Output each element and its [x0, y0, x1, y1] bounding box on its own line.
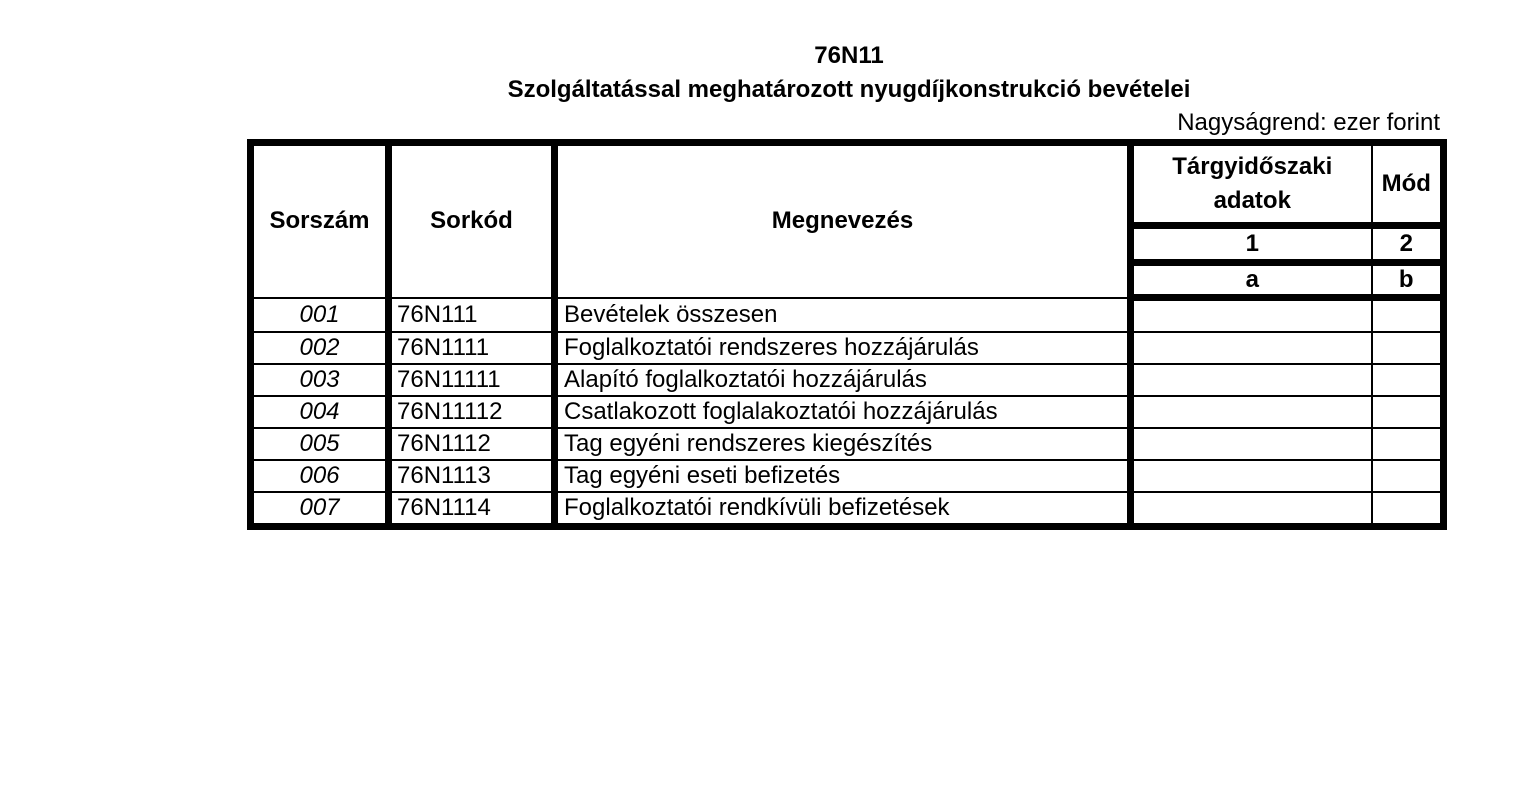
row-index: 005	[251, 428, 389, 460]
row-name: Bevételek összesen	[555, 298, 1131, 333]
row-value-a[interactable]	[1131, 364, 1372, 396]
row-index: 002	[251, 332, 389, 364]
row-value-b[interactable]	[1372, 396, 1444, 428]
row-code: 76N11111	[389, 364, 555, 396]
row-code: 76N1111	[389, 332, 555, 364]
header-megnevezes: Megnevezés	[555, 143, 1131, 298]
header-targyidoszaki	[1131, 143, 1372, 226]
row-name: Tag egyéni eseti befizetés	[555, 460, 1131, 492]
header-col1-number: 1	[1131, 226, 1372, 263]
header-col2-number: 2	[1372, 226, 1444, 263]
table-row	[251, 428, 1444, 460]
header-sorkod: Sorkód	[389, 143, 555, 298]
row-value-a[interactable]	[1131, 298, 1372, 333]
row-code: 76N1113	[389, 460, 555, 492]
row-name: Csatlakozott foglalakoztatói hozzájárulás	[555, 396, 1131, 428]
row-value-b[interactable]	[1372, 298, 1444, 333]
row-code: 76N111	[389, 298, 555, 333]
row-value-a[interactable]	[1131, 428, 1372, 460]
row-index: 006	[251, 460, 389, 492]
header-targyidoszaki-line2: adatok	[1213, 187, 1291, 214]
table-row	[251, 396, 1444, 428]
row-value-b[interactable]	[1372, 492, 1444, 527]
row-name: Alapító foglalkoztatói hozzájárulás	[555, 364, 1131, 396]
table-row	[251, 298, 1444, 333]
header-mod: Mód	[1372, 143, 1444, 226]
row-value-a[interactable]	[1131, 396, 1372, 428]
row-value-b[interactable]	[1372, 460, 1444, 492]
unit-label: Nagyságrend: ezer forint	[1177, 109, 1440, 136]
row-index: 003	[251, 364, 389, 396]
row-index: 007	[251, 492, 389, 527]
row-value-b[interactable]	[1372, 332, 1444, 364]
header-col2-letter: b	[1372, 263, 1444, 298]
form-code-title: 76N11	[814, 42, 884, 69]
table-row	[251, 492, 1444, 527]
table-row	[251, 332, 1444, 364]
row-index: 004	[251, 396, 389, 428]
row-name: Foglalkoztatói rendszeres hozzájárulás	[555, 332, 1131, 364]
row-value-a[interactable]	[1131, 332, 1372, 364]
row-value-a[interactable]	[1131, 460, 1372, 492]
row-value-b[interactable]	[1372, 364, 1444, 396]
data-table	[247, 139, 1447, 530]
header-sorszam: Sorszám	[251, 143, 389, 298]
table-row	[251, 460, 1444, 492]
page-title: Szolgáltatással meghatározott nyugdíjkonstrukció bevételei	[507, 76, 1191, 103]
row-index: 001	[251, 298, 389, 333]
row-name: Tag egyéni rendszeres kiegészítés	[555, 428, 1131, 460]
header-col1-letter: a	[1131, 263, 1372, 298]
row-code: 76N11112	[389, 396, 555, 428]
header-targyidoszaki-line1: Tárgyidőszaki	[1172, 153, 1333, 180]
row-code: 76N1114	[389, 492, 555, 527]
row-name: Foglalkoztatói rendkívüli befizetések	[555, 492, 1131, 527]
table-row	[251, 364, 1444, 396]
row-value-a[interactable]	[1131, 492, 1372, 527]
row-code: 76N1112	[389, 428, 555, 460]
row-value-b[interactable]	[1372, 428, 1444, 460]
